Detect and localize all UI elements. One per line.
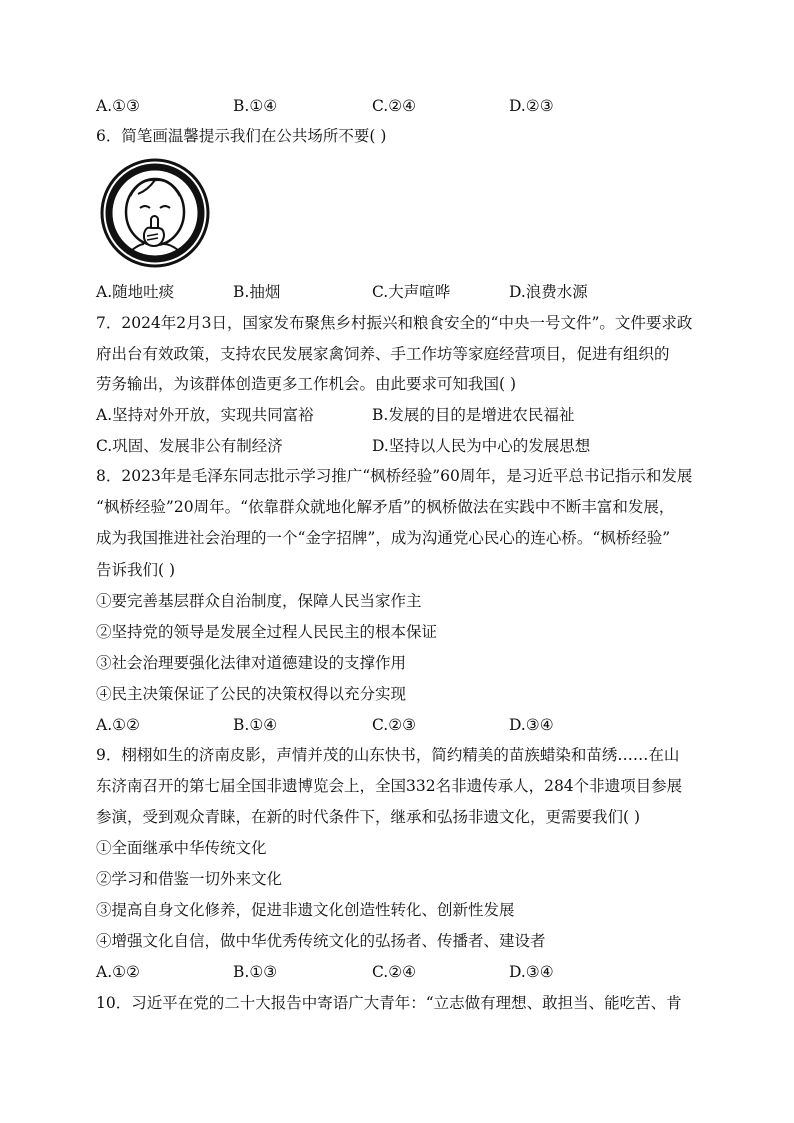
q6-option-c[interactable]: C.大声喧哗	[372, 283, 451, 301]
q6-option-b[interactable]: B.抽烟	[233, 283, 281, 301]
q9-option-c[interactable]: C.②④	[372, 963, 417, 981]
q7-stem-line-2: 府出台有效政策，支持农民发展家禽饲养、手工作坊等家庭经营项目，促进有组织的	[96, 345, 670, 363]
q7-option-c[interactable]: C.巩固、发展非公有制经济	[96, 437, 283, 455]
q8-statement-1: ①要完善基层群众自治制度，保障人民当家作主	[96, 592, 422, 610]
q6-stem: 6．简笔画温馨提示我们在公共场所不要( )	[96, 127, 387, 145]
q5-option-c[interactable]: C.②④	[372, 97, 417, 115]
q8-statement-4: ④民主决策保证了公民的决策权得以充分实现	[96, 685, 407, 703]
q10-stem-line-1: 10．习近平在党的二十大报告中寄语广大青年：“立志做有理想、敢担当、能吃苦、肯	[96, 994, 682, 1012]
q8-option-a[interactable]: A.①②	[96, 716, 140, 734]
q8-stem-line-3: 成为我国推进社会治理的一个“金字招牌”，成为沟通党心民心的连心桥。“枫桥经验”	[96, 529, 671, 547]
q8-stem-line-4: 告诉我们( )	[96, 561, 176, 579]
q9-option-d[interactable]: D.③④	[509, 963, 554, 981]
q5-option-d[interactable]: D.②③	[509, 97, 554, 115]
q9-stem-line-2: 东济南召开的第七届全国非遗博览会上，全国332名非遗传承人，284个非遗项目参展	[96, 777, 683, 795]
silence-quiet-sign-icon	[100, 158, 210, 268]
q5-option-b[interactable]: B.①④	[233, 97, 278, 115]
q7-stem-line-1: 7．2024年2月3日，国家发布聚焦乡村振兴和粮食安全的“中央一号文件”。文件要求政	[96, 314, 693, 332]
q9-statement-2: ②学习和借鉴一切外来文化	[96, 870, 283, 888]
q9-option-b[interactable]: B.①③	[233, 963, 278, 981]
q8-statement-2: ②坚持党的领导是发展全过程人民民主的根本保证	[96, 623, 438, 641]
q5-option-a[interactable]: A.①③	[96, 97, 140, 115]
q8-statement-3: ③社会治理要强化法律对道德建设的支撑作用	[96, 654, 407, 672]
q9-stem-line-3: 参演，受到观众青睐，在新的时代条件下，继承和弘扬非遗文化，更需要我们( )	[96, 808, 641, 826]
q6-option-d[interactable]: D.浪费水源	[509, 283, 588, 301]
q9-statement-1: ①全面继承中华传统文化	[96, 839, 267, 857]
q7-stem-line-3: 劳务输出，为该群体创造更多工作机会。由此要求可知我国( )	[96, 375, 517, 393]
q9-statement-4: ④增强文化自信，做中华优秀传统文化的弘扬者、传播者、建设者	[96, 932, 546, 950]
q8-stem-line-1: 8．2023年是毛泽东同志批示学习推广“枫桥经验”60周年，是习近平总书记指示和发展	[96, 467, 693, 485]
q7-option-d[interactable]: D.坚持以人民为中心的发展思想	[372, 437, 591, 455]
q9-option-a[interactable]: A.①②	[96, 963, 140, 981]
q7-option-b[interactable]: B.发展的目的是增进农民福祉	[372, 406, 575, 424]
q8-option-d[interactable]: D.③④	[509, 716, 554, 734]
q7-option-a[interactable]: A.坚持对外开放，实现共同富裕	[96, 406, 314, 424]
q8-stem-line-2: “枫桥经验”20周年。“依靠群众就地化解矛盾”的枫桥做法在实践中不断丰富和发展，	[96, 498, 675, 516]
q8-option-b[interactable]: B.①④	[233, 716, 278, 734]
q9-statement-3: ③提高自身文化修养，促进非遗文化创造性转化、创新性发展	[96, 901, 515, 919]
q6-option-a[interactable]: A.随地吐痰	[96, 283, 175, 301]
q8-option-c[interactable]: C.②③	[372, 716, 417, 734]
q9-stem-line-1: 9．栩栩如生的济南皮影，声情并茂的山东快书，简约精美的苗族蜡染和苗绣……在山	[96, 746, 680, 764]
